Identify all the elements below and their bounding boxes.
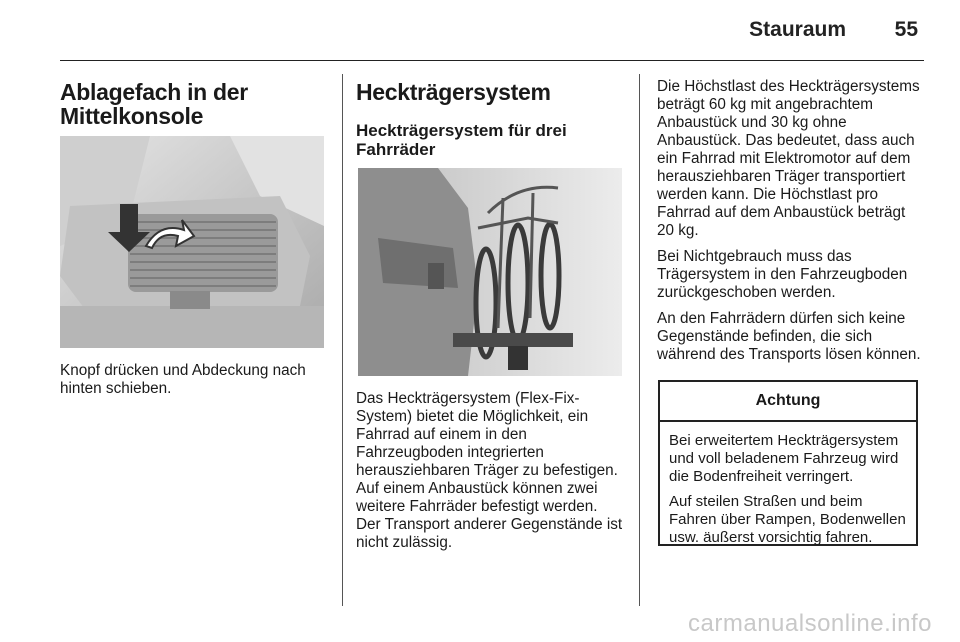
subheading-three-bikes: Heckträgersystem für drei Fahrräder: [356, 121, 567, 159]
section-title: Stauraum: [749, 18, 846, 41]
bike-carrier-photo: [358, 168, 622, 376]
carrier-description-block: [356, 390, 626, 560]
column-2: [356, 80, 626, 159]
warning-paragraph-1: Bei erweitertem Heckträgersystem und voll beladenem Fahrzeug wird die Bodenfreiheit verringert.: [669, 432, 899, 485]
warning-body: [660, 422, 916, 547]
column-1: [60, 80, 328, 128]
max-load-paragraph: Die Höchstlast des Heckträgersystems beträgt 60 kg mit angebrachtem Anbaustück und 30 kg ohne Anbaustück. Das bedeutet, dass auch ein Fahrrad mit Elektromotor auf dem herausziehbaren Träger transportiert werden kann. Die Höchstlast pro Fahrrad auf dem Anbaustück beträgt 20 kg.: [657, 78, 920, 239]
bike-carrier-illustration: [358, 168, 622, 376]
warning-title: Achtung: [660, 382, 916, 422]
page-header: [60, 14, 924, 61]
column-divider-1: [342, 74, 343, 606]
carrier-description: Das Heckträgersystem (Flex-Fix-System) bietet die Möglichkeit, ein Fahrrad auf einem in den Fahrzeugboden integrierten herausziehbaren Träger zu befestigen. Auf einem Anbaustück können zwei weitere Fahrräder befestigt werden. Der Transport anderer Gegenstände ist nicht zulässig.: [356, 390, 623, 551]
page-number: 55: [894, 18, 918, 41]
column-3: [657, 78, 921, 372]
section-heading-carrier: Heckträgersystem: [356, 79, 551, 105]
loose-items-paragraph: An den Fahrrädern dürfen sich keine Gegenstände befinden, die sich während des Transports lösen können.: [657, 310, 921, 363]
storage-paragraph: Bei Nichtgebrauch muss das Trägersystem in den Fahrzeugboden zurückgeschoben werden.: [657, 248, 908, 301]
console-caption-block: [60, 362, 324, 406]
warning-box: [658, 380, 918, 546]
column-divider-2: [639, 74, 640, 606]
section-heading-console: Ablagefach in der Mittelkonsole: [60, 79, 248, 129]
console-photo: [60, 136, 324, 348]
watermark: carmanualsonline.info: [688, 610, 932, 637]
warning-paragraph-2: Auf steilen Straßen und beim Fahren über Rampen, Bodenwellen usw. äußerst vorsichtig fahren.: [669, 493, 906, 546]
console-illustration: [60, 136, 324, 348]
console-caption: Knopf drücken und Abdeckung nach hinten schieben.: [60, 362, 306, 397]
